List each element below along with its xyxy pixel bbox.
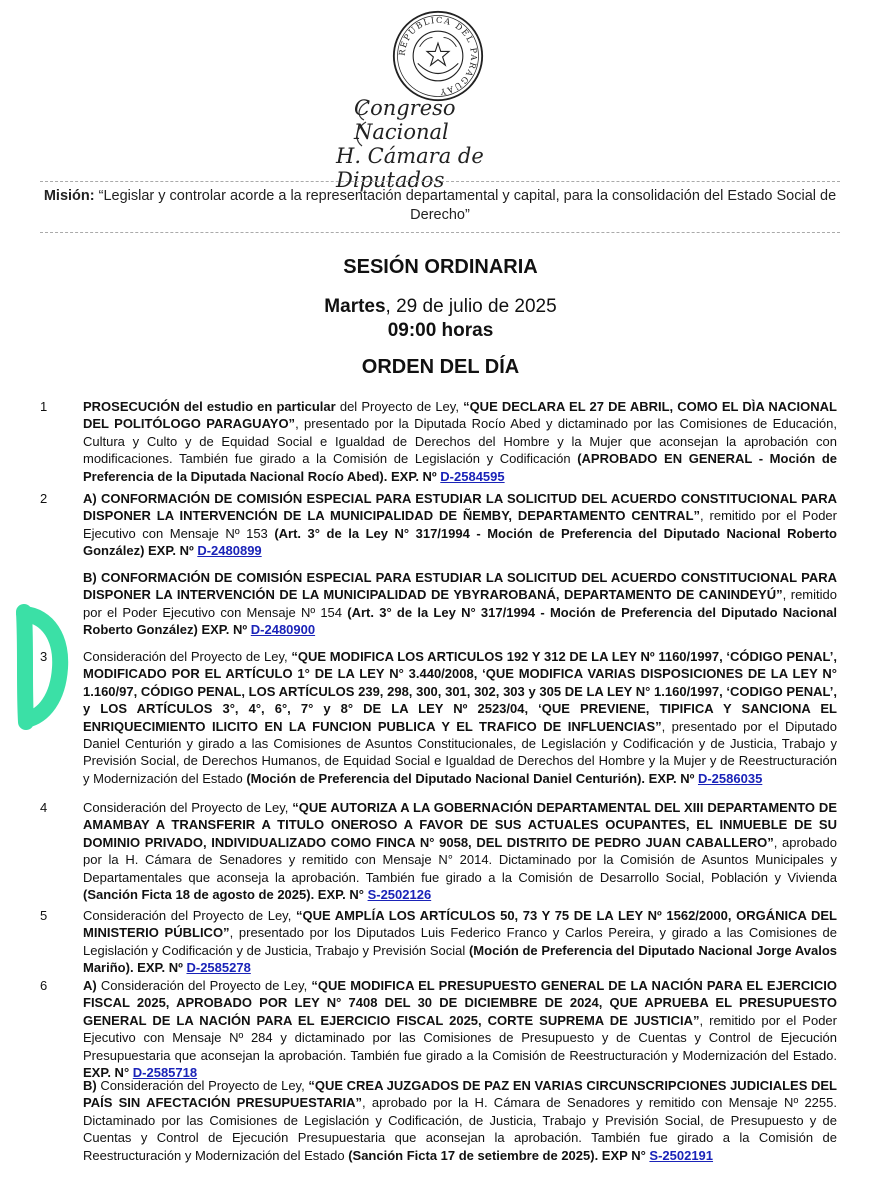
item-text <box>83 398 837 485</box>
item-text-span: , remitido por el Poder Ejecutivo con Mensaje Nº 284 y dictaminado por las Comisiones de Presupuesto y de Cuentas y Control de Ejecución Presupuestaria que aconsejan la aprobación. También fue girado a la Comisión de Reestructuración y Modernización del Estado. <box>83 1012 837 1063</box>
item-bold-lead: A) CONFORMACIÓN DE COMISIÓN ESPECIAL PARA ESTUDIAR LA SOLICITUD DEL ACUERDO CONSTITUCIONAL PARA DISPONER LA INTERVENCIÓN DE LA MUNICIPALIDAD DE ÑEMBY, DEPARTAMENTO CENTRAL” <box>83 491 837 524</box>
item-text-span: , remitido por el Poder Ejecutivo con Mensaje Nº 153 <box>83 508 837 541</box>
item-text-span: del Proyecto de Ley, <box>335 399 464 414</box>
expediente-link[interactable]: D-2585278 <box>186 960 251 976</box>
item-text <box>83 977 837 1081</box>
item-text-span: , remitido por el Poder Ejecutivo con Mensaje Nº 154 <box>83 587 837 620</box>
item-text <box>83 907 837 977</box>
item-bill-title: “QUE DECLARA EL 27 DE ABRIL, COMO EL DÌA NACIONAL DEL POLITÓLOGO PARAGUAYO” <box>83 399 837 432</box>
item-bold-note: (Moción de Preferencia del Diputado Nacional Daniel Centurión). EXP. Nº <box>246 770 698 786</box>
mission-text: “Legislar y controlar acorde a la representación departamental y capital, para la consolidación del Estado Social de Derecho” <box>98 188 837 223</box>
item-bold-lead: B) CONFORMACIÓN DE COMISIÓN ESPECIAL PARA ESTUDIAR LA SOLICITUD DEL ACUERDO CONSTITUCIONAL PARA DISPONER LA INTERVENCIÓN DE LA MUNICIPALIDAD DE YBYRAROBANÁ, DEPARTAMENTO DE CANINDEYÚ” <box>83 570 837 603</box>
item-bill-title: “QUE MODIFICA EL PRESUPUESTO GENERAL DE LA NACIÓN PARA EL EJERCICIO FISCAL 2025, APROBADO POR LEY N° 7408 DEL 30 DE DICIEMBRE DE 2024, QUE APRUEBA EL PRESUPUESTO GENERAL DE LA NACIÓN PARA EL EJERCICIO FISCAL 2025, CORTE SUPREMA DE JUSTICIA” <box>83 978 837 1028</box>
mission-statement <box>40 187 840 225</box>
item-bold-note: (APROBADO EN GENERAL - Moción de Preferencia de la Diputada Nacional Rocío Abed). EXP. Nº <box>83 451 837 484</box>
item-bold-lead: A) <box>83 978 97 993</box>
item-text-span: Consideración del Proyecto de Ley, <box>83 908 296 923</box>
item-text-span: , aprobado por la H. Cámara de Senadores y remitido con Mensaje N° 2014. Dictaminado por la Comisión de Asuntos Municipales y Departamentales que aconseja la aprobación. También fue girado a la Comisión de Desarrollo Social, Población y Vivienda <box>83 834 837 885</box>
session-date-text: , 29 de julio de 2025 <box>385 296 557 317</box>
item-text-span: , presentado por la Diputada Rocío Abed y dictaminado por las Comisiones de Educación, Cultura y Culto y de Equidad Social e Igualdad de Derechos del Hombre y la Mujer que aconsejan la aprobación con modificaciones. También fue girado a la Comisión de Legislación y Codificación <box>83 416 837 467</box>
item-text <box>83 490 837 560</box>
item-bill-title: “QUE AUTORIZA A LA GOBERNACIÓN DEPARTAMENTAL DEL XIII DEPARTAMENTO DE AMAMBAY A TRANSFERIR A TITULO ONEROSO A FAVOR DE SUS ACTUALES OCUPANTES, EL INMUEBLE DE SU DOMINIO PRIVADO, INDIVIDUALIZADO COMO FINCA N° 9058, DEL DISTRITO DE PEDRO JUAN CABALLERO” <box>83 800 837 850</box>
item-bold-note: (Moción de Preferencia del Diputado Nacional Jorge Avalos Mariño). EXP. Nº <box>83 942 838 976</box>
item-text <box>83 648 837 787</box>
item-bill-title: “QUE MODIFICA LOS ARTICULOS 192 Y 312 DE LA LEY Nº 1160/1997, ‘CÓDIGO PENAL’, MODIFICADO POR EL ARTÍCULO 1° DE LA LEY N° 3.440/2008, ‘QUE MODIFICA VARIAS DISPOSICIONES DE LA LEY N° 1.160/97, CÓDIGO PENAL, LOS ARTÍCULOS 239, 298, 300, 301, 302, 303 y 305 DE LA LEY N° 1.160/1997, ‘CODIGO PENAL’, y LOS ARTÍCULOS 3°, 4°, 6°, 7° y 8° DE LA LEY Nº 2523/04, ‘QUE PREVIENE, TIPIFICA Y SANCIONA EL ENRIQUECIMIENTO ILICITO EN LA FUNCION PUBLICA Y EL TRAFICO DE INFLUENCIAS” <box>83 649 837 734</box>
item-bold-note: (Art. 3° de la Ley N° 317/1994 - Moción de Preferencia del Diputado Nacional Roberto González) EXP. Nº <box>83 604 837 638</box>
expediente-link[interactable]: D-2480900 <box>250 622 316 638</box>
item-text <box>83 799 837 903</box>
institution-line-2: H. Cámara de Diputados <box>336 144 484 192</box>
item-number: 3 <box>40 649 48 664</box>
item-bold-lead: PROSECUCIÓN del estudio en particular <box>83 399 336 414</box>
item-bill-title: “QUE AMPLÍA LOS ARTÍCULOS 50, 73 Y 75 DE LA LEY Nº 1562/2000, ORGÁNICA DEL MINISTERIO PÚBLICO” <box>83 908 837 941</box>
item-bold-note: (Art. 3° de la Ley N° 317/1994 - Moción de Preferencia del Diputado Nacional Roberto González) EXP. Nº <box>83 525 837 559</box>
expediente-link[interactable]: S-2502126 <box>367 887 432 903</box>
item-number: 6 <box>40 978 48 993</box>
item-number: 1 <box>40 399 48 414</box>
item-text-span: , presentado por los Diputados Luis Federico Franco y Carlos Pereira, y girado a las Comisiones de Legislación y Codificación y de Justicia, Trabajo y Previsión Social <box>83 925 837 958</box>
institution-line-1: Congreso Nacional <box>354 96 456 144</box>
agenda-title: ORDEN DEL DÍA <box>361 356 520 378</box>
expediente-link[interactable]: D-2480899 <box>197 543 262 559</box>
item-bold-note: (Sanción Ficta 17 de setiembre de 2025). EXP N° <box>348 1147 650 1163</box>
mission-label: Misión: <box>43 188 95 204</box>
item-text-span: Consideración del Proyecto de Ley, <box>96 1078 309 1093</box>
expediente-link[interactable]: D-2586035 <box>697 770 763 786</box>
item-text-span: Consideración del Proyecto de Ley, <box>83 649 292 664</box>
national-seal-icon <box>392 10 484 102</box>
divider <box>40 181 840 182</box>
session-time: 09:00 horas <box>387 320 494 341</box>
item-text-span: , presentado por el Diputado Daniel Centurión y girado a las Comisiones de Asuntos Constitucionales, de Legislación y Codificación y de Justicia, Trabajo y Previsión Social, de Derechos Humanos, de Equidad Social e Igualdad de Derechos del Hombre y la Mujer y de Reestructuración y Modernización del Estado <box>83 718 837 786</box>
item-bold-note: EXP. N° <box>83 1065 133 1081</box>
item-text <box>83 569 837 639</box>
divider <box>40 232 840 233</box>
expediente-link[interactable]: D-2584595 <box>440 468 505 484</box>
item-text-span: Consideración del Proyecto de Ley, <box>83 800 293 815</box>
session-title: SESIÓN ORDINARIA <box>343 256 538 278</box>
item-bold-lead: B) <box>83 1078 97 1093</box>
item-number: 4 <box>40 800 48 815</box>
item-text-span: Consideración del Proyecto de Ley, <box>96 978 312 993</box>
session-day: Martes <box>324 296 386 317</box>
item-number: 2 <box>40 491 48 506</box>
item-bold-note: (Sanción Ficta 18 de agosto de 2025). EXP. N° <box>83 887 368 903</box>
item-number: 5 <box>40 908 48 923</box>
session-date <box>0 296 881 318</box>
institution-name <box>330 96 550 192</box>
highlighter-mark-icon <box>4 598 76 730</box>
expediente-link[interactable]: S-2502191 <box>649 1147 714 1163</box>
item-text <box>83 1077 837 1164</box>
item-bill-title: “QUE CREA JUZGADOS DE PAZ EN VARIAS CIRCUNSCRIPCIONES JUDICIALES DEL PAÍS SIN AFECTACIÓN PRESUPUESTARIA” <box>83 1078 838 1111</box>
seal-text: REPÚBLICA DEL PARAGUAY <box>396 14 480 98</box>
expediente-link[interactable]: D-2585718 <box>132 1065 198 1081</box>
item-text-span: , aprobado por la H. Cámara de Senadores y remitido con Mensaje Nº 2255. Dictaminado por las Comisiones de Legislación y Codificación, de Justicia, Trabajo y Previsión Social, de Presupuesto y de Cuentas y Control de Ejecución Presupuestaria que aconsejan la aprobación. También fue girado a la Comisión de Reestructuración y Modernización del Estado <box>83 1095 837 1163</box>
